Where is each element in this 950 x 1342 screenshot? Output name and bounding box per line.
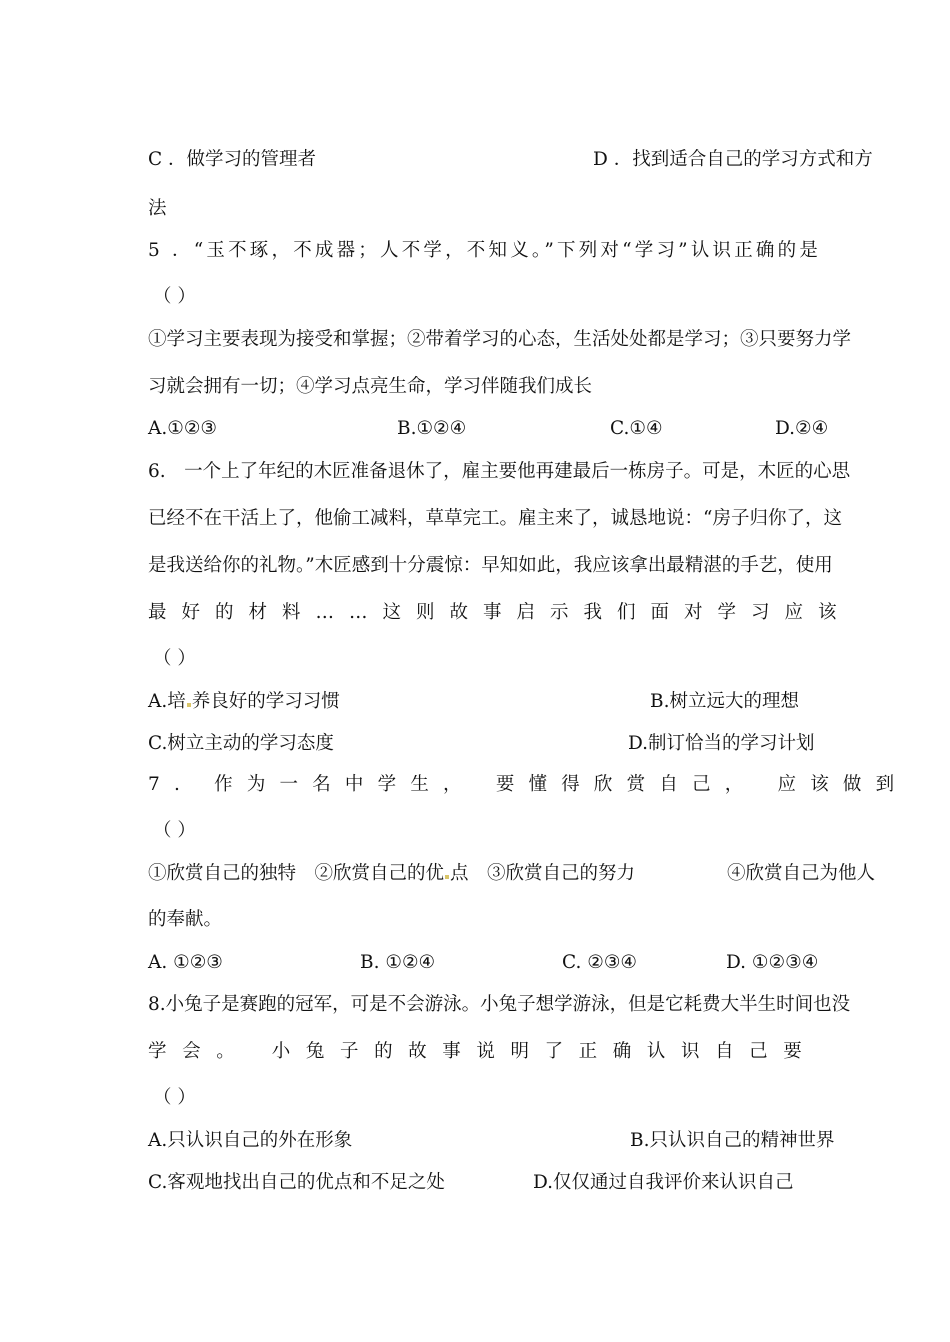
q6-option-a bbox=[148, 689, 340, 715]
scan-speck bbox=[187, 703, 191, 707]
q6-stem-line-4: 最好的材料……这则故事启示我们面对学习应该 bbox=[148, 602, 852, 623]
q7-option-c: C. ②③④ bbox=[562, 952, 638, 973]
q4-option-c: C ．做学习的管理者 bbox=[148, 149, 317, 170]
q7-stem: 7. 作为一名中学生， 要懂得欣赏自己， 应该做到 bbox=[148, 774, 909, 795]
q7-statements-line-2: 的奉献。 bbox=[148, 909, 223, 930]
q7-answer-bracket: （ ） bbox=[153, 820, 196, 841]
q8-option-b: B.只认识自己的精神世界 bbox=[630, 1130, 835, 1151]
q7-option-a: A. ①②③ bbox=[148, 952, 223, 973]
q7-statements-part-b: 点 ③欣赏自己的努力 bbox=[450, 863, 636, 884]
q5-answer-bracket: （ ） bbox=[153, 286, 196, 307]
q6-option-b: B.树立远大的理想 bbox=[650, 691, 799, 712]
q8-option-c: C.客观地找出自己的优点和不足之处 bbox=[148, 1172, 445, 1193]
q8-answer-bracket: （ ） bbox=[153, 1087, 196, 1108]
q5-statements-line-1: ①学习主要表现为接受和掌握；②带着学习的心态，生活处处都是学习；③只要努力学 bbox=[148, 329, 852, 350]
q8-stem-line-2: 学会。 小兔子的故事说明了正确认识自己要 bbox=[148, 1041, 818, 1062]
q5-stem: 5 ．“玉不琢，不成器；人不学，不知义。”下列对“学习”认识正确的是 bbox=[148, 240, 822, 261]
q6-option-a-part-2: 养良好的学习习惯 bbox=[191, 691, 340, 712]
q5-option-a: A.①②③ bbox=[148, 418, 217, 439]
q6-stem-line-3: 是我送给你的礼物。”木匠感到十分震惊：早知如此，我应该拿出最精湛的手艺，使用 bbox=[148, 555, 833, 576]
q5-option-d: D.②④ bbox=[775, 418, 829, 439]
q6-stem-line-2: 已经不在干活上了，他偷工减料，草草完工。雇主来了，诚恳地说：“房子归你了，这 bbox=[148, 508, 842, 529]
q4-option-d: D ．找到适合自己的学习方式和方 bbox=[593, 149, 873, 170]
q5-option-b: B.①②④ bbox=[397, 418, 467, 439]
q5-statements-line-2: 习就会拥有一切；④学习点亮生命，学习伴随我们成长 bbox=[148, 376, 593, 397]
q6-option-d: D.制订恰当的学习计划 bbox=[628, 733, 815, 754]
q5-option-c: C.①④ bbox=[610, 418, 663, 439]
q8-stem-line-1: 8.小兔子是赛跑的冠军，可是不会游泳。小兔子想学游泳，但是它耗费大半生时间也没 bbox=[148, 994, 851, 1015]
q6-option-a-part-1: A.培 bbox=[148, 691, 186, 712]
q6-stem-line-1: 6. 一个上了年纪的木匠准备退休了，雇主要他再建最后一栋房子。可是，木匠的心思 bbox=[148, 461, 851, 482]
q8-option-a: A.只认识自己的外在形象 bbox=[148, 1130, 353, 1151]
q7-statements-line-1c: ④欣赏自己为他人 bbox=[727, 863, 876, 884]
q7-statements-part-a: ①欣赏自己的独特 ②欣赏自己的优 bbox=[148, 863, 445, 884]
q6-answer-bracket: （ ） bbox=[153, 648, 196, 669]
q7-option-b: B. ①②④ bbox=[360, 952, 436, 973]
q7-statements-line-1a bbox=[148, 861, 635, 887]
q8-option-d: D.仅仅通过自我评价来认识自己 bbox=[533, 1172, 794, 1193]
q4-option-d-continued: 法 bbox=[148, 198, 167, 219]
scan-speck bbox=[445, 875, 449, 879]
q6-option-c: C.树立主动的学习态度 bbox=[148, 733, 334, 754]
q7-option-d: D. ①②③④ bbox=[726, 952, 819, 973]
